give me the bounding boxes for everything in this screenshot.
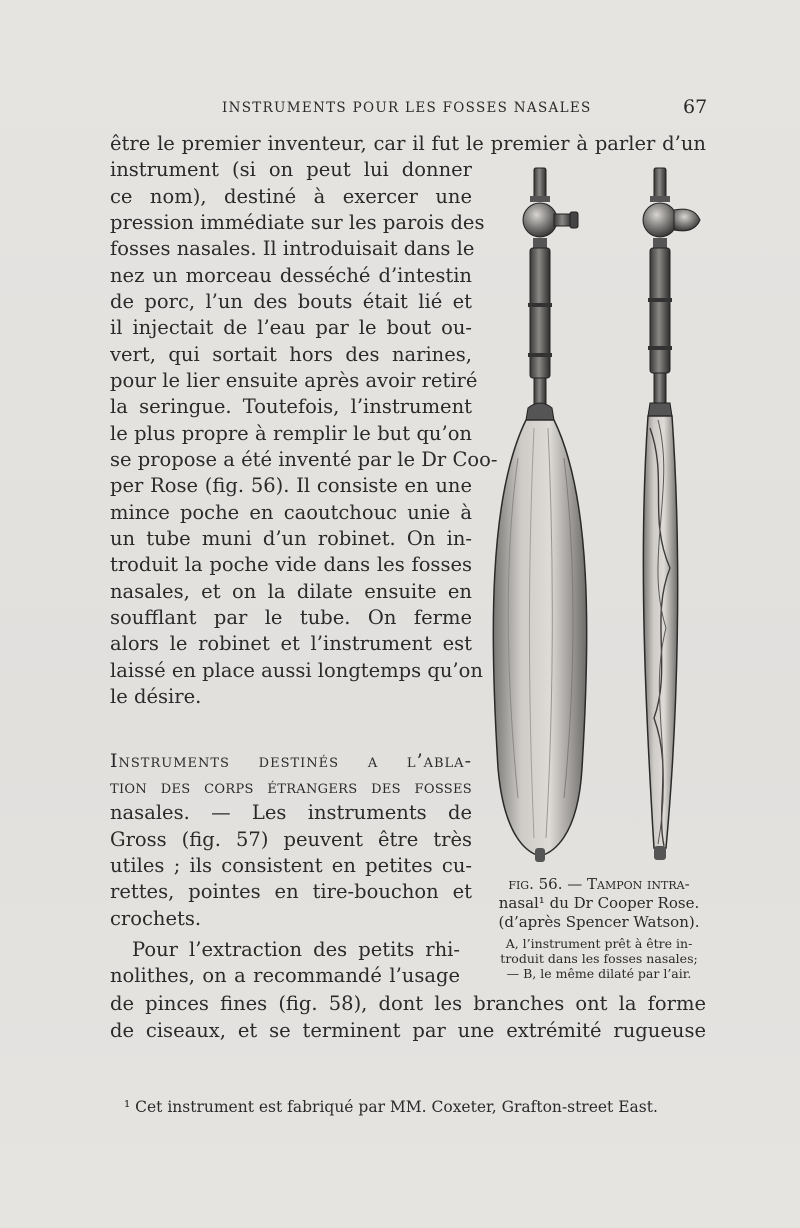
instrument-b <box>643 168 700 860</box>
running-head: INSTRUMENTS POUR LES FOSSES NASALES <box>222 100 592 116</box>
text-line: crochets. <box>110 907 202 930</box>
figure-caption-line: fig. 56. — Tampon intra- <box>508 875 690 893</box>
text-line: de pinces fines (fig. 58), dont les branches ont la forme <box>110 992 706 1015</box>
text-line: de ciseaux, et se terminent par une extrémité rugueuse <box>110 1019 706 1042</box>
text-line: per Rose (fig. 56). Il consiste en une <box>110 474 472 497</box>
text-line: soufflant par le tube. On ferme <box>110 606 472 629</box>
text-line: nasales, et on la dilate ensuite en <box>110 580 472 603</box>
text-line: être le premier inventeur, car il fut le premier à parler d’un <box>110 132 706 155</box>
text-line: de porc, l’un des bouts était lié et <box>110 290 472 313</box>
figure-legend-line: troduit dans les fosses nasales; <box>500 951 698 966</box>
text-line: pression immédiate sur les parois des <box>110 211 485 234</box>
text-line: alors le robinet et l’instrument est <box>110 632 472 655</box>
figure-caption-line: nasal¹ du Dr Cooper Rose. <box>498 894 700 912</box>
text-line: pour le lier ensuite après avoir retiré <box>110 369 478 392</box>
figure-legend-line: A, l’instrument prêt à être in- <box>505 936 693 951</box>
page-number: 67 <box>683 96 708 118</box>
text-line: le désire. <box>110 685 202 708</box>
instrument-a <box>493 168 586 862</box>
text-line: troduit la poche vide dans les fosses <box>110 553 472 576</box>
figure-caption-line: (d’après Spencer Watson). <box>498 913 700 931</box>
text-line: instrument (si on peut lui donner <box>110 158 472 181</box>
text-line: laissé en place aussi longtemps qu’on <box>110 659 483 682</box>
text-line: se propose a été inventé par le Dr Coo- <box>110 448 498 471</box>
text-line: ce nom), destiné à exercer une <box>110 185 472 208</box>
footnote: ¹ Cet instrument est fabriqué par MM. Coxeter, Grafton-street East. <box>124 1098 658 1116</box>
text-line: Gross (fig. 57) peuvent être très <box>110 828 472 851</box>
page-header <box>0 96 800 122</box>
text-line: nasales. — Les instruments de <box>110 801 472 824</box>
text-line: il injectait de l’eau par le bout ou- <box>110 316 472 339</box>
text-line: nez un morceau desséché d’intestin <box>110 264 472 287</box>
text-line: mince poche en caoutchouc unie à <box>110 501 472 524</box>
text-line: vert, qui sortait hors des narines, <box>110 343 472 366</box>
section-heading: Instruments destinés a l’abla- <box>110 750 472 772</box>
text-line: nolithes, on a recommandé l’usage <box>110 964 460 987</box>
text-line: Pour l’extraction des petits rhi- <box>132 938 460 961</box>
figure-legend-line: — B, le même dilaté par l’air. <box>506 966 692 981</box>
figure-illustration <box>488 158 720 870</box>
text-line: utiles ; ils consistent en petites cu- <box>110 854 472 877</box>
text-line: rettes, pointes en tire-bouchon et <box>110 880 472 903</box>
text-line: un tube muni d’un robinet. On in- <box>110 527 472 550</box>
text-line: fosses nasales. Il introduisait dans le <box>110 237 475 260</box>
text-line: le plus propre à remplir le but qu’on <box>110 422 472 445</box>
section-heading: tion des corps étrangers des fosses <box>110 776 472 798</box>
text-line: la seringue. Toutefois, l’instrument <box>110 395 472 418</box>
